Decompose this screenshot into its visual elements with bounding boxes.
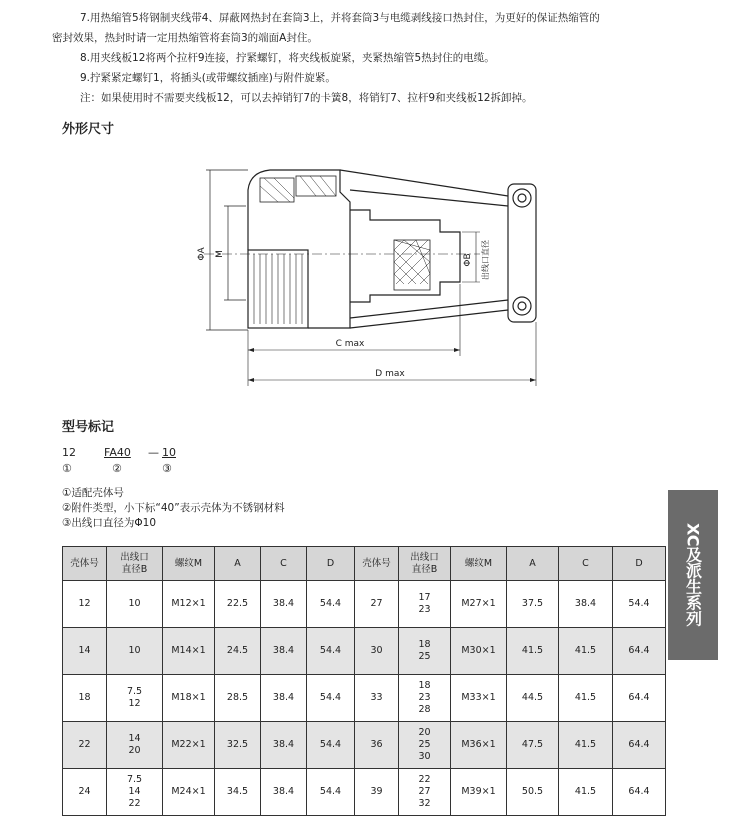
table-cell: 28.5	[215, 675, 261, 722]
table-cell: M22×1	[163, 722, 215, 769]
table-cell: M33×1	[451, 675, 507, 722]
table-cell: 64.4	[613, 722, 666, 769]
series-sidebar-label: XC及派生系列	[683, 523, 703, 627]
table-cell: M12×1	[163, 581, 215, 628]
model-note-2: ②附件类型，小下标“40”表示壳体为不锈钢材料	[62, 502, 285, 514]
header-cell: C	[261, 547, 307, 581]
table-cell: M27×1	[451, 581, 507, 628]
table-cell: M24×1	[163, 769, 215, 816]
header-cell: 壳体号	[355, 547, 399, 581]
table-cell: 54.4	[307, 581, 355, 628]
model-mark-3: ③	[162, 462, 172, 475]
table-cell: M14×1	[163, 628, 215, 675]
spec-table-header	[63, 547, 666, 581]
header-cell: 壳体号	[63, 547, 107, 581]
table-cell: 54.4	[307, 769, 355, 816]
table-cell: 18	[63, 675, 107, 722]
header-cell: D	[307, 547, 355, 581]
table-cell: M30×1	[451, 628, 507, 675]
table-cell: 64.4	[613, 675, 666, 722]
table-cell: 38.4	[261, 581, 307, 628]
model-part-shell: 12	[62, 446, 76, 459]
table-cell: 14	[63, 628, 107, 675]
table-cell: 41.5	[559, 628, 613, 675]
table-cell: M36×1	[451, 722, 507, 769]
table-cell: 41.5	[559, 675, 613, 722]
table-cell: 22 27 32	[399, 769, 451, 816]
model-dash: —	[148, 446, 159, 459]
dim-label-phiB: ΦB	[463, 253, 473, 267]
model-note-1: ①适配壳体号	[62, 487, 124, 499]
table-row	[63, 628, 666, 675]
table-cell: 64.4	[613, 769, 666, 816]
table-cell: 32.5	[215, 722, 261, 769]
table-cell: 24.5	[215, 628, 261, 675]
table-cell: 38.4	[261, 722, 307, 769]
header-cell: 螺纹M	[451, 547, 507, 581]
table-cell: 37.5	[507, 581, 559, 628]
table-cell: 41.5	[559, 769, 613, 816]
model-mark-1: ①	[62, 462, 72, 475]
header-cell: 螺纹M	[163, 547, 215, 581]
table-cell: 41.5	[507, 628, 559, 675]
table-row	[63, 675, 666, 722]
table-cell: 41.5	[559, 722, 613, 769]
table-cell: 22	[63, 722, 107, 769]
table-cell: 34.5	[215, 769, 261, 816]
table-cell: 38.4	[261, 675, 307, 722]
table-cell: 39	[355, 769, 399, 816]
model-part-type: FA40	[104, 446, 131, 459]
header-cell: 出线口 直径B	[399, 547, 451, 581]
model-notes	[62, 486, 285, 531]
table-cell: 22.5	[215, 581, 261, 628]
series-sidebar	[668, 490, 718, 660]
table-row	[63, 722, 666, 769]
assembly-instructions	[52, 8, 672, 108]
table-cell: 47.5	[507, 722, 559, 769]
header-cell: 出线口 直径B	[107, 547, 163, 581]
table-cell: 14 20	[107, 722, 163, 769]
table-cell: 54.4	[307, 675, 355, 722]
instruction-step-7-cont: 密封效果，热封时请一定用热缩管将套筒3的端面A封住。	[52, 32, 318, 44]
table-cell: 38.4	[559, 581, 613, 628]
instruction-step-8: 8.用夹线板12将两个拉杆9连接，拧紧螺钉，将夹线板旋紧，夹紧热缩管5热封住的电缆。	[80, 52, 495, 64]
header-cell: D	[613, 547, 666, 581]
table-cell: 50.5	[507, 769, 559, 816]
table-cell: 36	[355, 722, 399, 769]
table-cell: 18 25	[399, 628, 451, 675]
model-note-3: ③出线口直径为Φ10	[62, 517, 157, 529]
table-cell: 7.5 12	[107, 675, 163, 722]
table-cell: 27	[355, 581, 399, 628]
table-cell: 30	[355, 628, 399, 675]
table-cell: 33	[355, 675, 399, 722]
table-cell: M18×1	[163, 675, 215, 722]
table-cell: M39×1	[451, 769, 507, 816]
dim-label-phiA: ΦA	[197, 247, 207, 261]
table-cell: 7.5 14 22	[107, 769, 163, 816]
spec-table	[62, 546, 666, 816]
header-cell: A	[215, 547, 261, 581]
dim-label-D: D max	[375, 369, 405, 379]
header-cell: C	[559, 547, 613, 581]
table-cell: 44.5	[507, 675, 559, 722]
model-mark-2: ②	[112, 462, 122, 475]
section-title-dimensions: 外形尺寸	[62, 122, 115, 137]
instruction-step-9: 9.拧紧紧定螺钉1，将插头(或带螺纹插座)与附件旋紧。	[80, 72, 336, 84]
dim-label-phiB-desc: 出线口直径	[481, 240, 490, 280]
table-cell: 54.4	[613, 581, 666, 628]
table-cell: 54.4	[307, 628, 355, 675]
table-cell: 20 25 30	[399, 722, 451, 769]
table-row	[63, 581, 666, 628]
table-cell: 38.4	[261, 628, 307, 675]
instruction-note: 注：如果使用时不需要夹线板12，可以去掉销钉7的卡簧8，将销钉7、拉杆9和夹线板12拆卸掉。	[80, 92, 533, 104]
dim-label-C: C max	[335, 339, 365, 349]
table-cell: 54.4	[307, 722, 355, 769]
table-cell: 24	[63, 769, 107, 816]
table-cell: 38.4	[261, 769, 307, 816]
connector-outline-drawing	[190, 150, 560, 390]
instruction-step-7: 7.用热缩管5将钢制夹线带4、屏蔽网热封在套筒3上，并将套筒3与电缆剥线接口热封住，为更好的保证热缩管的	[80, 12, 600, 24]
table-cell: 64.4	[613, 628, 666, 675]
section-title-model: 型号标记	[62, 420, 115, 435]
table-cell: 12	[63, 581, 107, 628]
table-row	[63, 769, 666, 816]
table-cell: 18 23 28	[399, 675, 451, 722]
table-cell: 10	[107, 628, 163, 675]
model-part-diameter: 10	[162, 446, 176, 459]
header-cell: A	[507, 547, 559, 581]
table-cell: 17 23	[399, 581, 451, 628]
dim-label-M: M	[215, 250, 225, 258]
table-cell: 10	[107, 581, 163, 628]
